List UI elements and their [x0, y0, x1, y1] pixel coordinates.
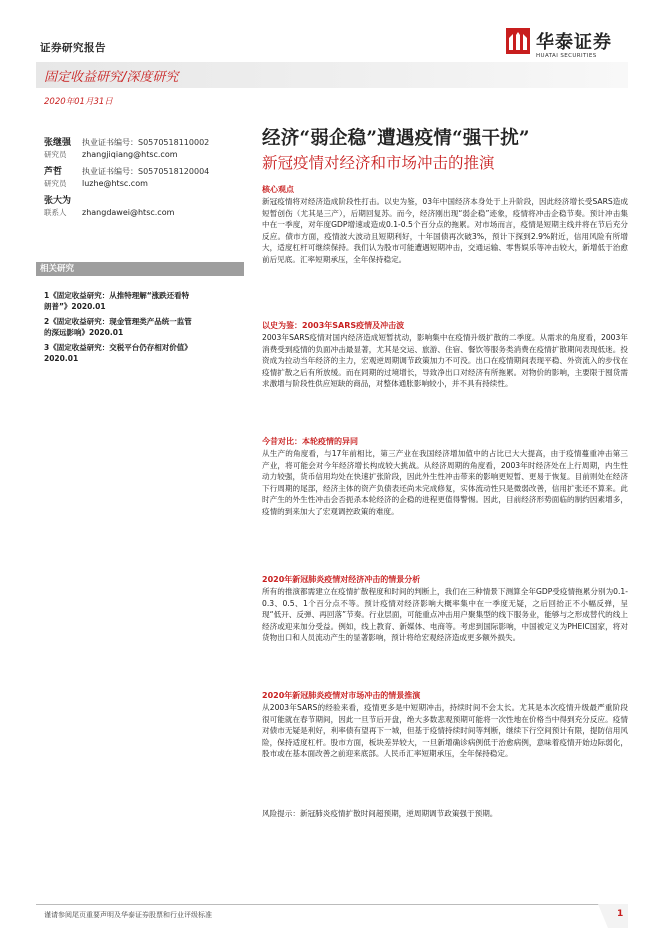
related-item[interactable] — [44, 342, 244, 364]
footer-divider — [36, 904, 628, 905]
related-item[interactable] — [44, 290, 244, 312]
page-number-tab — [598, 904, 628, 928]
huatai-logo-icon — [506, 28, 530, 54]
related-item-title: 1《固定收益研究：从推特理解“涨跌还看特 — [44, 291, 190, 300]
related-item-date: 2020.01 — [44, 354, 79, 363]
section-comparison-paragraph: 从生产的角度看，与17年前相比，第三产业在我国经济增加值中的占比已大大提高，由于疫情蔓重冲击第三产业，将可能会对今年经济增长构成较大挑战。从经济周期的角度看，2003年时经济处在上行周期，内生性动力较强，货币信用均处在快速扩张阶段，因此外生性冲击带来的影响更短暂、更易于恢复。目前则处在经济下行周期的尾部，经济主体的资产负债表还尚未完成修复，实体流动性只是微弱改善，信用扩张还不算来。此时产生的外生性冲击会否扼杀本轮经济的企稳的进程更值得警惕。因此，目前经济形势面临的制约因素增多，疫情的到来加大了宏观调控政策的难度。 — [262, 449, 628, 516]
company-logo — [506, 26, 626, 66]
section-sars-heading: 以史为鉴：2003年SARS疫情及冲击波 — [262, 321, 405, 330]
analyst-email[interactable]: zhangjiqiang@htsc.com — [82, 150, 178, 159]
page-number: 1 — [617, 909, 624, 919]
analyst-role: 研究员 — [44, 179, 67, 188]
report-category: 固定收益研究/深度研究 — [44, 70, 179, 85]
analyst-role: 研究员 — [44, 150, 67, 159]
footer-disclaimer[interactable]: 谨请参阅尾页重要声明及华泰证券股票和行业评级标准 — [44, 911, 212, 919]
core-view-paragraph: 新冠疫情将对经济造成阶段性打击。以史为鉴，03年中国经济本身处于上升阶段，因此经济增长受SARS造成短暂创伤（尤其是三产），后期回复苏。而今，经济刚出现“弱企稳”迹象，疫情将冲击企稳节奏。预计冲击集中在一季度，对年度GDP增速或造成0.1-0.5个百分点的拖累。对市场而言，疫情是短期主线并将在节后充分反应。债市方面，疫情波大波动且短期利好，十年国债再次破3%，预计下探到2.9%附近，信用风险有所增大，适度杠杆可继续保持。我们认为股市可能遭遇短期冲击，交通运输、零售娱乐等冲击较大，新增低于治愈前后见底。汇率短期承压，全年保持稳定。 — [262, 197, 628, 264]
analyst-email[interactable]: luzhe@htsc.com — [82, 179, 148, 188]
section-economy-scenario-heading: 2020年新冠肺炎疫情对经济冲击的情景分析 — [262, 575, 421, 584]
logo-chinese-name: 华泰证券 — [536, 32, 612, 53]
analyst-2 — [44, 166, 209, 190]
risk-warning: 风险提示：新冠肺炎疫情扩散时间超预期，逆周期调节政策强于预期。 — [262, 809, 498, 818]
related-research-header: 相关研究 — [36, 262, 244, 276]
analyst-name: 张大为 — [44, 196, 72, 206]
section-market-scenario-paragraph: 从2003年SARS的经验来看，疫情更多是中短期冲击，持续时间不会太长。尤其是本次疫情升级最严重阶段很可能就在春节期间，因此一旦节后开盘，绝大多数悲观预期可能将一次性地在价格当中得到充分反应。疫情对债市无疑是利好，利率债有望再下一城，但基于疫情持续时间等判断，继续下行空间预计有限，提防信用风险，保持适度杠杆。股市方面，板块差异较大，一旦新增确诊病例低于治愈病例，意味着疫情开始边际弱化，股市或在基本面改善之前迎来底部。人民币汇率短期承压，全年保持稳定。 — [262, 703, 628, 759]
analyst-1 — [44, 137, 209, 161]
section-economy-scenario-paragraph: 所有的推演都需建立在疫情扩散程度和时间的判断上，我们在三种情景下测算全年GDP受疫情拖累分别为0.1-0.3、0.5、1个百分点不等。预计疫情对经济影响大概率集中在一季度无疑，之后回抬正不小幅反弹，呈现“低开、反弹、再回落”节奏。行业层面，可能重点冲击用户聚集型的线下服务业，能够与之形成替代的线上经济或迎来加分受益。例如，线上教育、新媒体、电商等。考虑到国际影响，中国被定义为PHEIC国家，将对货物出口和人员流动产生的显著影响，预计将给宏观经济造成更多额外损失。 — [262, 587, 628, 643]
related-item-title: 2《固定收益研究：现金管理类产品统一监管 — [44, 317, 192, 326]
related-item-date: 朗普”》2020.01 — [44, 302, 106, 311]
analyst-role: 联系人 — [44, 208, 67, 217]
related-item-title: 3《固定收益研究：交税平台仍存相对价值》 — [44, 343, 192, 352]
section-market-scenario-heading: 2020年新冠肺炎疫情对市场冲击的情景推演 — [262, 691, 421, 700]
category-banner — [36, 62, 628, 88]
analyst-email[interactable]: zhangdawei@htsc.com — [82, 208, 175, 217]
report-type-label: 证券研究报告 — [40, 42, 106, 54]
core-view-heading: 核心观点 — [262, 185, 294, 194]
analyst-name: 芦哲 — [44, 167, 63, 177]
report-title: 经济“弱企稳”遭遇疫情“强干扰” — [262, 128, 530, 149]
section-sars-paragraph: 2003年SARS疫情对国内经济造成短暂扰动，影响集中在疫情升级扩散的二季度。从需求的角度看，2003年消费受到疫情的负面冲击最显著，尤其是交运、旅游、住宿、餐饮等服务类消费在疫情扩散期间表现低迷。投资成为拉动当年经济的主力，宏观逆周期调节政策加力不可没。出口在疫情期间表现平稳、外资流入的步伐在疫情扩散之后有所放缓。而在同期的过境增长，导致净出口对经济有所拖累。对物价的影响，主要限于囤货需求激增与阶段性供应短缺的商品，对整体通胀影响较小，并不具有持续性。 — [262, 333, 628, 389]
related-item-date: 的深远影响》2020.01 — [44, 328, 124, 337]
report-date: 2020年01月31日 — [44, 97, 113, 107]
analyst-name: 张继强 — [44, 138, 72, 148]
analyst-3 — [44, 195, 174, 219]
analyst-license: 执业证书编号：S0570518120004 — [82, 167, 210, 176]
section-comparison-heading: 今昔对比：本轮疫情的异同 — [262, 437, 358, 446]
related-item[interactable] — [44, 316, 244, 338]
report-subtitle: 新冠疫情对经济和市场冲击的推演 — [262, 154, 495, 172]
logo-english-name: HUATAI SECURITIES — [536, 53, 597, 59]
analyst-license: 执业证书编号：S0570518110002 — [82, 138, 210, 147]
